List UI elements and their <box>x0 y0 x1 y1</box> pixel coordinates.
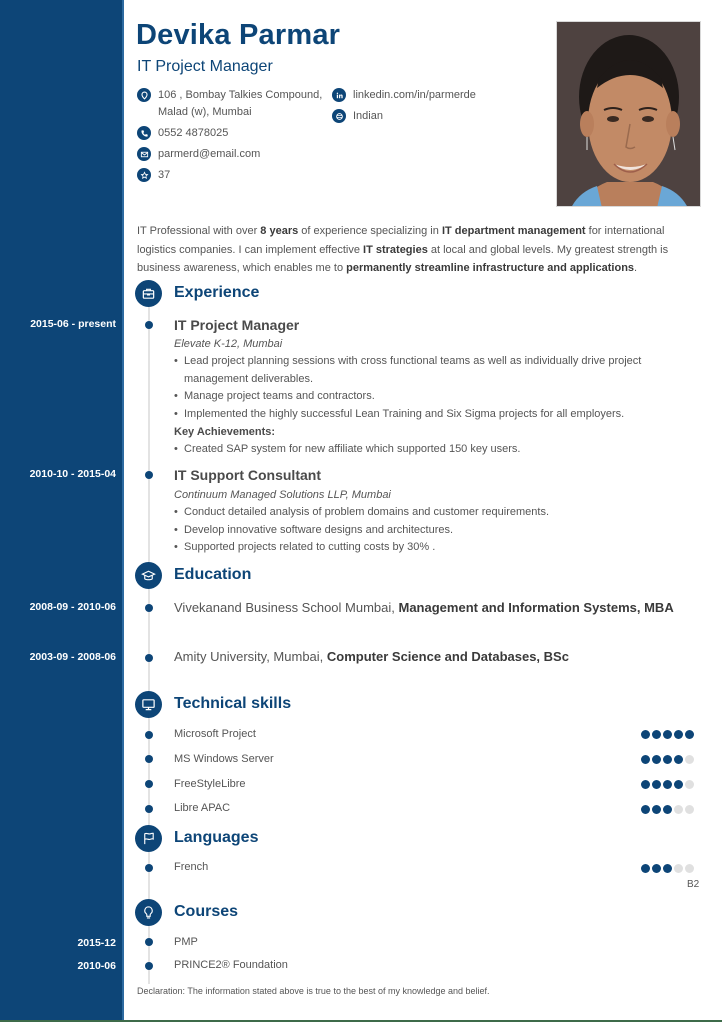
summary-highlight: 8 years <box>260 225 299 237</box>
job-achievements <box>174 441 674 459</box>
contact-age <box>137 167 332 184</box>
rating-dot-empty <box>685 755 694 764</box>
timeline-dot <box>145 471 153 479</box>
achievement-item: • Created SAP system for new affiliate which supported 150 key users. <box>174 441 674 459</box>
rating-dot-filled <box>685 730 694 739</box>
job-title: IT Project Manager <box>174 317 300 333</box>
language-name: French <box>174 861 209 873</box>
skill-name: Libre APAC <box>174 802 231 814</box>
timeline-dot <box>145 962 153 970</box>
job-duties <box>174 504 674 557</box>
address-line-2: Malad (w), Mumbai <box>158 106 252 118</box>
section-title-courses: Courses <box>174 903 239 920</box>
summary-text: for international logistics companies. I can implement effective <box>137 225 665 256</box>
rating-dot-filled <box>652 755 661 764</box>
candidate-title: IT Project Manager <box>137 58 273 75</box>
summary-text: . <box>634 262 638 274</box>
age-value: 37 <box>158 169 171 181</box>
duty-item: • Implemented the highly successful Lean Training and Six Sigma projects for all employers. <box>174 406 654 424</box>
lightbulb-icon <box>135 899 162 926</box>
summary-text: of experience specializing in <box>298 225 442 237</box>
briefcase-icon <box>135 280 162 307</box>
skill-rating <box>641 755 694 764</box>
flag-icon <box>135 825 162 852</box>
skill-rating <box>641 730 694 739</box>
rating-dot-filled <box>652 780 661 789</box>
duty-item: • Lead project planning sessions with cross functional teams as well as individually drive project management deliverables. <box>174 353 654 388</box>
email-address[interactable]: parmerd@email.com <box>158 148 261 160</box>
job-dates: 2015-06 - present <box>30 318 116 330</box>
contact-linkedin <box>332 87 532 104</box>
school-name: Amity University, Mumbai, <box>174 649 327 664</box>
star-icon <box>137 168 151 182</box>
monitor-icon <box>135 691 162 718</box>
summary-highlight: IT department management <box>441 225 586 237</box>
summary-highlight: IT strategies <box>363 243 428 256</box>
contact-address <box>137 87 332 121</box>
rating-dot-empty <box>685 864 694 873</box>
contact-nationality <box>332 108 532 125</box>
contact-column-right <box>332 87 532 125</box>
degree-name: Computer Science and Databases, BSc <box>326 649 569 664</box>
key-achievements-label: Key Achievements: <box>174 426 276 438</box>
contact-column-left <box>137 87 332 184</box>
rating-dot-filled <box>663 805 672 814</box>
linkedin-url[interactable]: linkedin.com/in/parmerde <box>353 89 476 101</box>
rating-dot-filled <box>652 864 661 873</box>
duty-item: • Manage project teams and contractors. <box>174 388 654 406</box>
school-name: Vivekanand Business School Mumbai, <box>174 600 399 615</box>
skill-name: Microsoft Project <box>174 728 256 740</box>
graduation-cap-icon <box>135 562 162 589</box>
duty-item: • Conduct detailed analysis of problem domains and customer requirements. <box>174 504 674 522</box>
language-level: B2 <box>687 879 700 890</box>
timeline-dot <box>145 731 153 739</box>
profile-photo <box>556 21 701 207</box>
rating-dot-filled <box>674 730 683 739</box>
rating-dot-filled <box>641 864 650 873</box>
section-title-technical-skills: Technical skills <box>174 695 292 712</box>
education-entry <box>174 597 694 619</box>
job-duties <box>174 353 654 423</box>
timeline-dot <box>145 864 153 872</box>
job-title: IT Support Consultant <box>174 467 321 483</box>
phone-number: 0552 4878025 <box>158 127 229 139</box>
candidate-name: Devika Parmar <box>136 19 341 51</box>
declaration: Declaration: The information stated above is true to the best of my knowledge and belief. <box>137 986 490 996</box>
globe-flag-icon <box>332 109 346 123</box>
rating-dot-filled <box>663 780 672 789</box>
skill-rating <box>641 780 694 789</box>
job-company: Continuum Managed Solutions LLP, Mumbai <box>174 489 391 501</box>
rating-dot-empty <box>685 805 694 814</box>
skill-name: FreeStyleLibre <box>174 778 246 790</box>
sidebar <box>0 0 124 1022</box>
rating-dot-empty <box>674 864 683 873</box>
timeline-dot <box>145 805 153 813</box>
rating-dot-filled <box>652 805 661 814</box>
duty-item: • Develop innovative software designs and architectures. <box>174 522 674 540</box>
section-title-education: Education <box>174 566 252 583</box>
language-rating <box>641 864 694 873</box>
envelope-icon <box>137 147 151 161</box>
skill-name: MS Windows Server <box>174 753 274 765</box>
timeline-dot <box>145 604 153 612</box>
rating-dot-filled <box>641 780 650 789</box>
linkedin-icon <box>332 88 346 102</box>
course-name: PMP <box>174 936 198 948</box>
course-name: PRINCE2® Foundation <box>174 959 288 971</box>
rating-dot-filled <box>674 780 683 789</box>
timeline-line <box>148 300 150 984</box>
duty-item: • Supported projects related to cutting costs by 30% . <box>174 539 674 557</box>
contact-phone <box>137 125 332 142</box>
rating-dot-filled <box>641 730 650 739</box>
rating-dot-filled <box>652 730 661 739</box>
section-title-languages: Languages <box>174 829 259 846</box>
skill-rating <box>641 805 694 814</box>
summary-highlight: permanently streamline infrastructure and applications <box>346 262 635 274</box>
education-dates: 2008-09 - 2010-06 <box>29 601 116 613</box>
section-title-experience: Experience <box>174 284 260 301</box>
phone-icon <box>137 126 151 140</box>
rating-dot-filled <box>641 755 650 764</box>
education-dates: 2003-09 - 2008-06 <box>29 651 116 663</box>
rating-dot-filled <box>674 755 683 764</box>
location-pin-icon <box>137 88 151 102</box>
rating-dot-filled <box>641 805 650 814</box>
rating-dot-empty <box>674 805 683 814</box>
address-line-1: 106 , Bombay Talkies Compound, <box>158 89 323 101</box>
job-dates: 2010-10 - 2015-04 <box>29 468 116 480</box>
education-entry <box>174 646 694 668</box>
course-date: 2010-06 <box>77 960 116 972</box>
timeline-dot <box>145 654 153 662</box>
rating-dot-filled <box>663 755 672 764</box>
timeline-dot <box>145 780 153 788</box>
profile-summary <box>137 222 697 278</box>
nationality-value: Indian <box>353 110 383 122</box>
summary-text: at local and global levels. My greatest strength is business awareness, which enables me to <box>137 243 669 274</box>
timeline-dot <box>145 321 153 329</box>
rating-dot-filled <box>663 730 672 739</box>
timeline-dot <box>145 938 153 946</box>
contact-email <box>137 146 332 163</box>
timeline-dot <box>145 755 153 763</box>
degree-name: Management and Information Systems, MBA <box>398 600 674 615</box>
rating-dot-empty <box>685 780 694 789</box>
summary-text: IT Professional with over <box>137 225 261 237</box>
course-date: 2015-12 <box>77 937 116 949</box>
rating-dot-filled <box>663 864 672 873</box>
job-company: Elevate K-12, Mumbai <box>174 338 283 350</box>
